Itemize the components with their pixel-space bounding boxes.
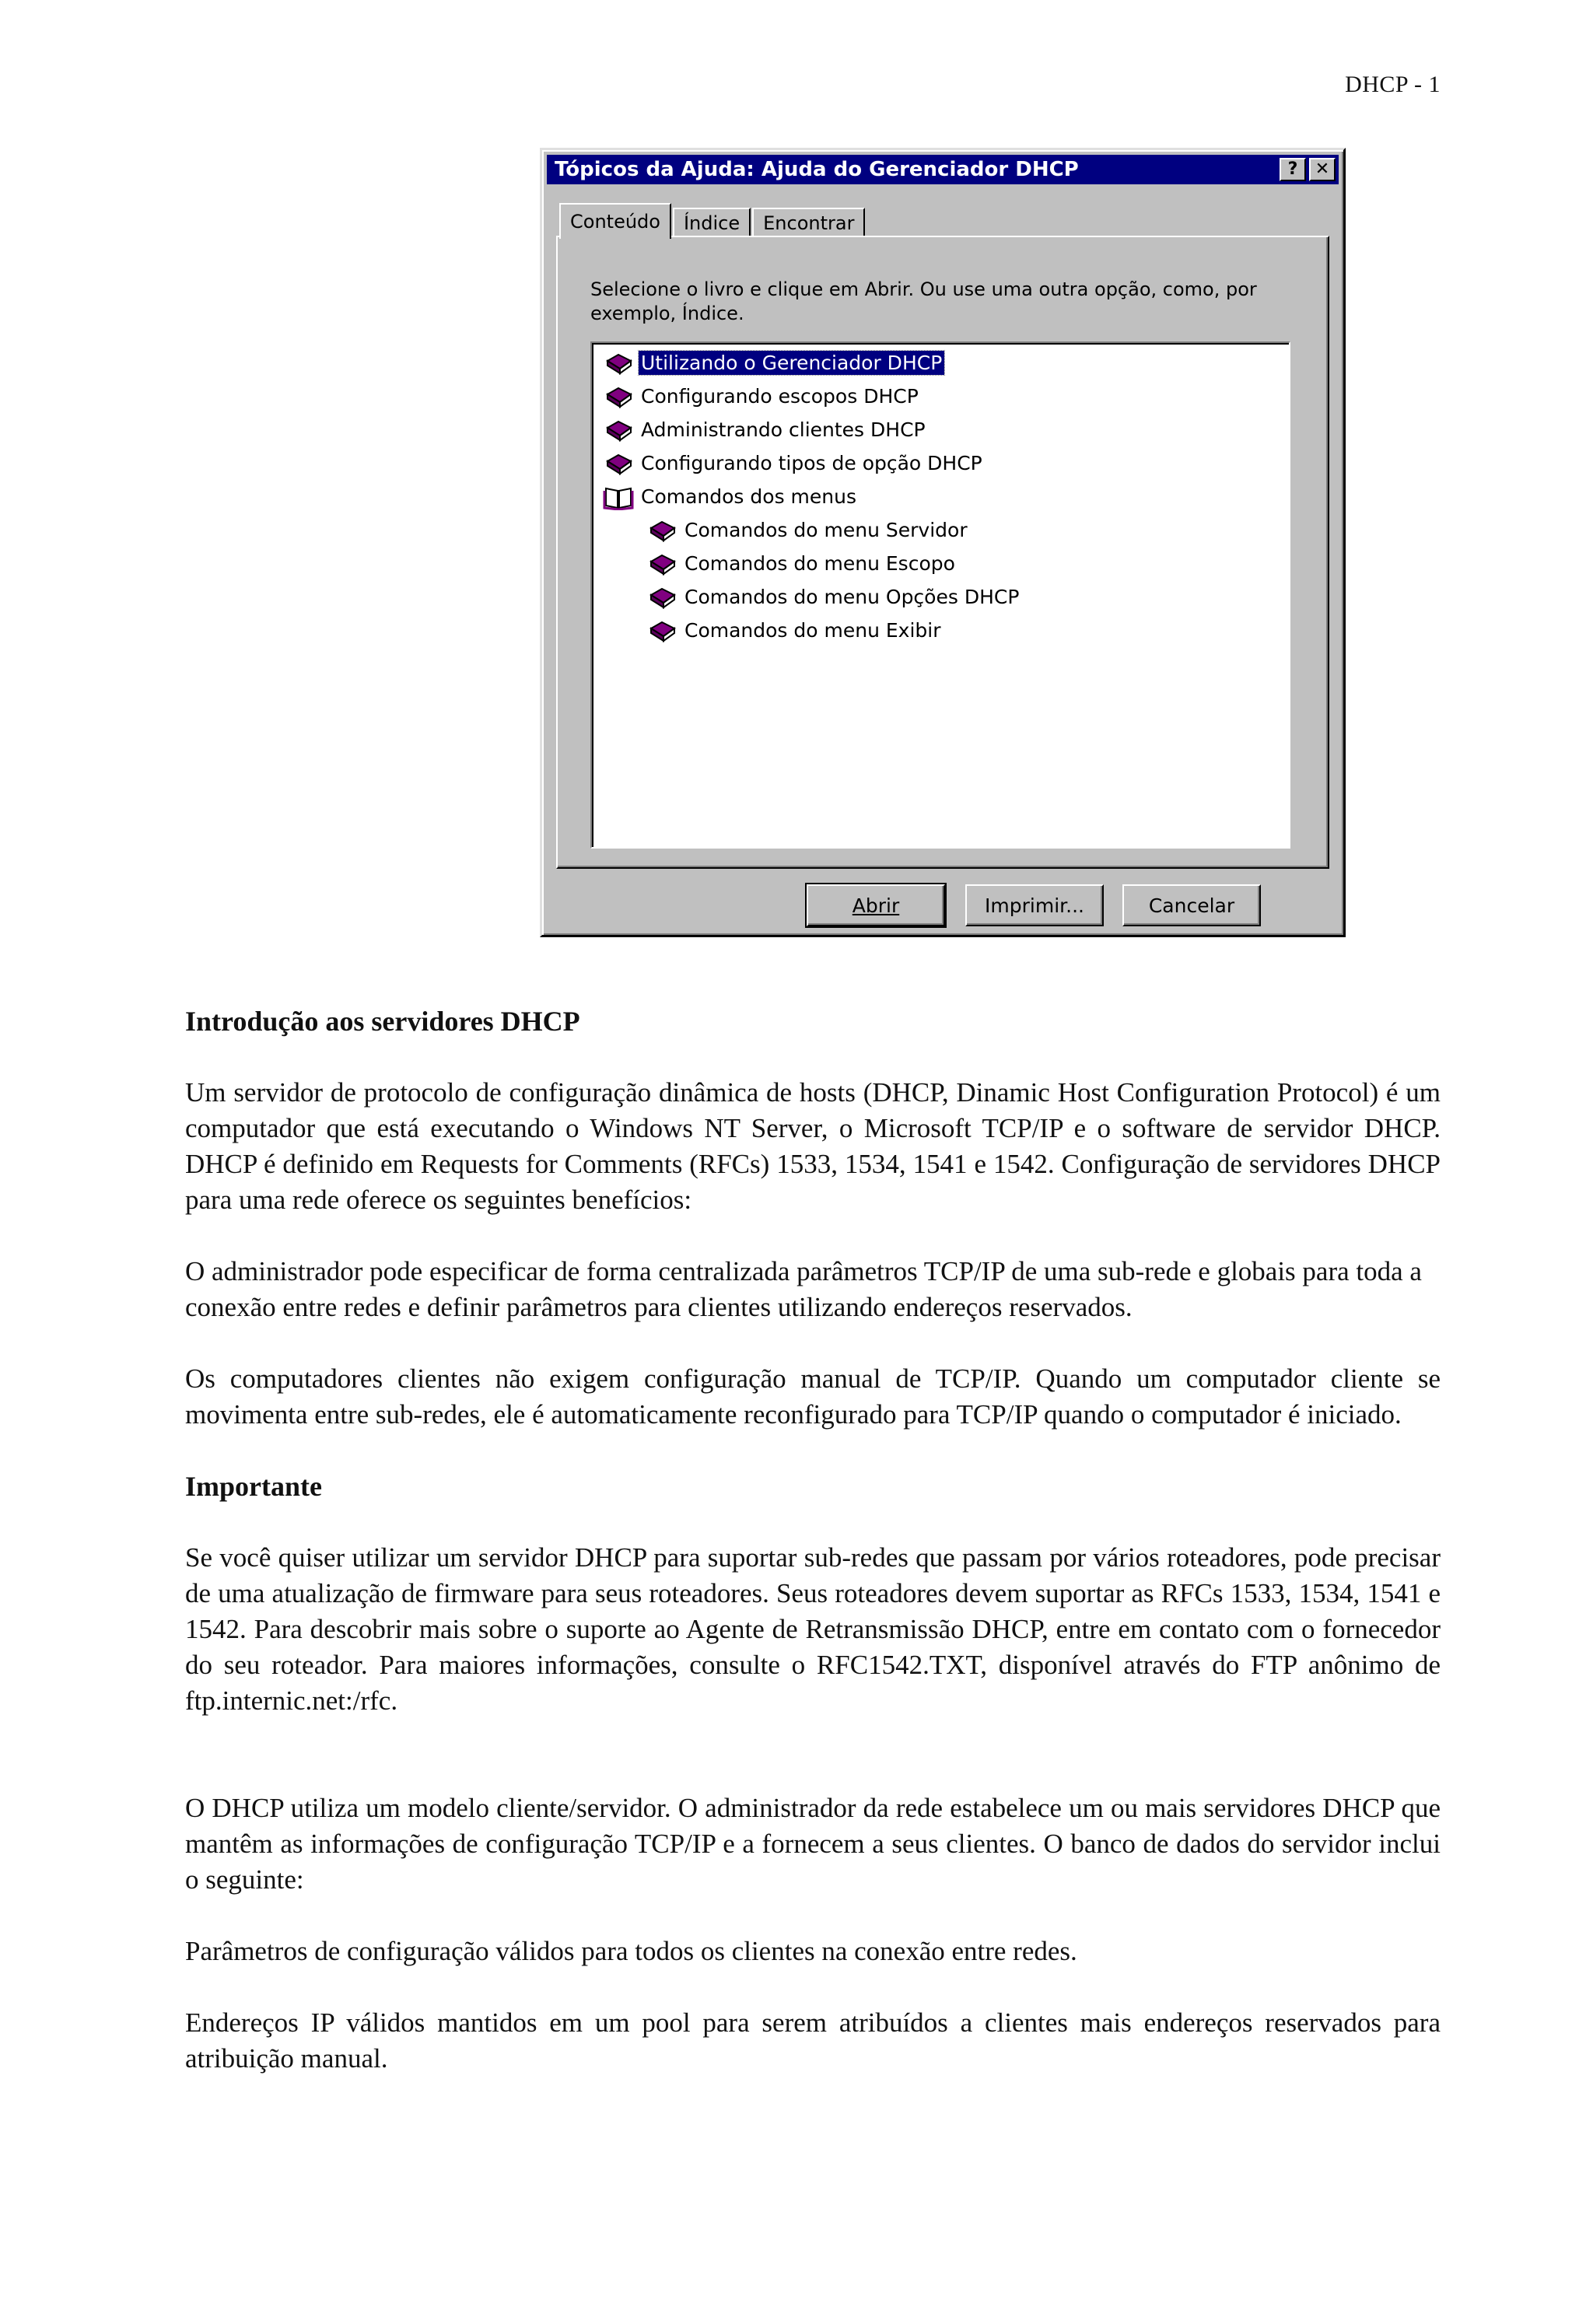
tree-item[interactable] [603,513,1021,547]
help-topics-dialog [540,148,1346,937]
instruction-text: Selecione o livro e clique em Abrir. Ou use uma outra opção, como, por exemplo, Índice. [590,278,1257,324]
open-button-label: Abrir [852,894,900,917]
cancel-button[interactable] [1122,884,1261,926]
heading-important: Importante [185,1471,322,1502]
tree-item-label: Administrando clientes DHCP [641,418,926,441]
tree-item[interactable] [603,580,1021,614]
print-button-label: Imprimir... [985,894,1084,917]
tree-item[interactable] [603,346,1021,380]
tree-item-label: Configurando tipos de opção DHCP [641,452,982,474]
tree-item[interactable] [603,547,1021,580]
tree-item-label: Comandos do menu Servidor [684,519,968,541]
document-body [185,1003,1441,2077]
open-button[interactable] [807,884,945,926]
tree-item[interactable] [603,446,1021,480]
tree-item-label: Configurando escopos DHCP [641,385,919,408]
tab-encontrar[interactable]: Encontrar [752,208,865,237]
open-book-icon [603,484,634,510]
tree-item-label: Comandos do menu Escopo [684,552,955,575]
tree-item-label: Comandos do menu Exibir [684,619,941,642]
dialog-title: Tópicos da Ajuda: Ajuda do Gerenciador DHCP [555,158,1079,181]
tab-indice[interactable]: Índice [673,208,751,237]
tree-item[interactable] [603,380,1021,413]
title-bar[interactable] [547,155,1339,184]
para-admin: O administrador pode especificar de forma centralizada parâmetros TCP/IP de uma sub-rede e globais para toda a conexão entre redes e definir parâmetros para clientes utilizando endereços reservados. [185,1256,1422,1322]
print-button[interactable] [965,884,1104,926]
tree-item[interactable] [603,480,1021,513]
closed-book-icon [603,383,634,410]
closed-book-icon [603,450,634,477]
closed-book-icon [646,584,677,611]
para-params: Parâmetros de configuração válidos para todos os clientes na conexão entre redes. [185,1936,1077,1966]
tree-item[interactable] [603,413,1021,446]
para-important: Se você quiser utilizar um servidor DHCP para suportar sub-redes que passam por vários roteadores, pode precisar de uma atualização de firmware para seus roteadores. Seus roteadores devem suportar as RFCs 1533, 1534, 1541 e 1542. Para descobrir mais sobre o suporte ao Agente de Retransmissão DHCP, entre em contato com o fornecedor do seu roteador. Para maiores informações, consulte o RFC1542.TXT, disponível através do FTP anônimo de ftp.internic.net:/rfc. [185,1542,1441,1716]
tree-item[interactable] [603,614,1021,647]
tree-item-label: Utilizando o Gerenciador DHCP [639,351,944,375]
para-addresses: Endereços IP válidos mantidos em um pool para serem atribuídos a clientes mais endereços reservados para atribuição manual. [185,2007,1441,2074]
closed-book-icon [603,417,634,443]
contents-panel [556,236,1329,869]
tree-item-label: Comandos dos menus [641,485,856,508]
closed-book-icon [603,350,634,376]
tab-conteudo[interactable]: Conteúdo [559,203,671,239]
closed-book-icon [646,551,677,577]
para-intro: Um servidor de protocolo de configuração dinâmica de hosts (DHCP, Dinamic Host Configuration Protocol) é um computador que está executando o Windows NT Server, o Microsoft TCP/IP e o software de servidor DHCP. DHCP é definido em Requests for Comments (RFCs) 1533, 1534, 1541 e 1542. Configuração de servidores DHCP para uma rede oferece os seguintes benefícios: [185,1077,1441,1215]
tree-item-label: Comandos do menu Opções DHCP [684,586,1020,608]
help-icon[interactable]: ? [1280,158,1306,181]
page-header: DHCP - 1 [1345,72,1441,97]
heading-intro: Introdução aos servidores DHCP [185,1006,580,1037]
topics-tree-list [603,346,1021,647]
closed-book-icon [646,517,677,544]
tab-strip [559,201,867,237]
para-model: O DHCP utiliza um modelo cliente/servidor. O administrador da rede estabelece um ou mais servidores DHCP que mantêm as informações de configuração TCP/IP e a fornecem a seus clientes. O banco de dados do servidor inclui o seguinte: [185,1793,1441,1895]
close-icon[interactable]: ✕ [1309,158,1336,181]
cancel-button-label: Cancelar [1148,894,1235,917]
topics-tree[interactable] [590,341,1290,849]
closed-book-icon [646,618,677,644]
para-clients: Os computadores clientes não exigem configuração manual de TCP/IP. Quando um computador cliente se movimenta entre sub-redes, ele é automaticamente reconfigurado para TCP/IP quando o computador é iniciado. [185,1363,1441,1430]
